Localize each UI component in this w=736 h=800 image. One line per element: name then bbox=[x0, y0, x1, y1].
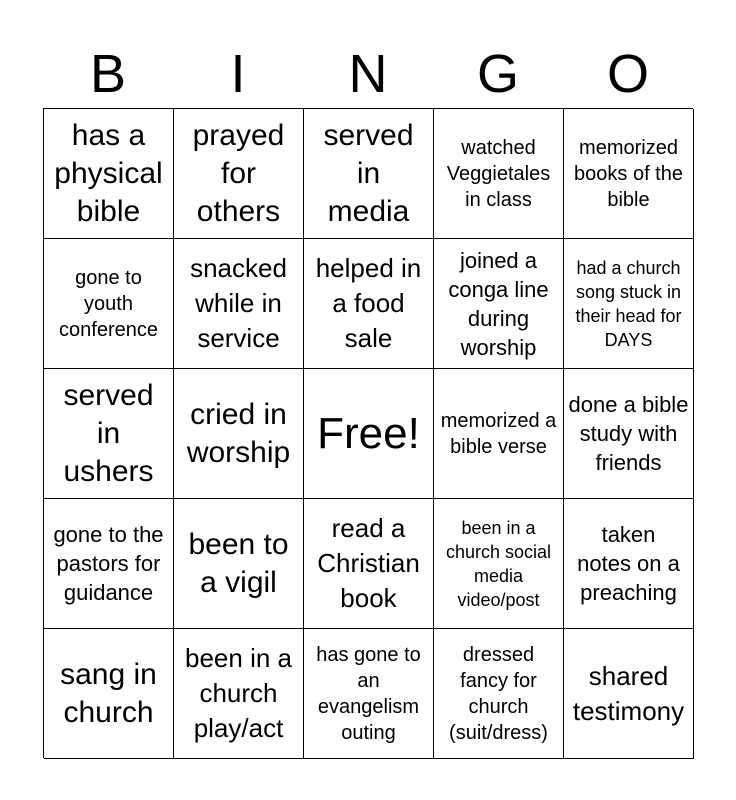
cell-text: gone to youth conference bbox=[59, 266, 158, 341]
cell-text: memorized a bible verse bbox=[440, 409, 557, 458]
free-space[interactable] bbox=[304, 369, 434, 499]
header-letter-i: I bbox=[230, 44, 246, 104]
bingo-cell[interactable] bbox=[434, 369, 564, 499]
header-letter-g: G bbox=[476, 44, 519, 104]
bingo-cell[interactable] bbox=[564, 239, 694, 369]
cell-text: watched Veggietales in class bbox=[446, 136, 551, 211]
bingo-cell[interactable] bbox=[174, 499, 304, 629]
header-letter-n: N bbox=[348, 44, 388, 104]
bingo-cell[interactable] bbox=[304, 239, 434, 369]
bingo-cell[interactable] bbox=[174, 369, 304, 499]
cell-text: had a church song stuck in their head for DAYS bbox=[575, 257, 682, 350]
cell-text: has a physical bible bbox=[54, 118, 163, 228]
cell-text: been in a church social media video/post bbox=[445, 517, 552, 610]
bingo-cell[interactable] bbox=[434, 629, 564, 759]
header-letter-b: B bbox=[89, 44, 127, 104]
cell-text: joined a conga line during worship bbox=[448, 247, 549, 360]
cell-text: done a bible study with friends bbox=[568, 392, 689, 475]
bingo-card bbox=[43, 108, 693, 758]
bingo-cell[interactable] bbox=[174, 239, 304, 369]
bingo-cell[interactable] bbox=[44, 239, 174, 369]
bingo-cell[interactable] bbox=[304, 499, 434, 629]
bingo-cell[interactable] bbox=[44, 629, 174, 759]
bingo-cell[interactable] bbox=[174, 629, 304, 759]
cell-text: prayed for others bbox=[192, 118, 285, 228]
bingo-cell[interactable] bbox=[174, 109, 304, 239]
cell-text: cried in worship bbox=[186, 397, 291, 469]
cell-text: helped in a food sale bbox=[315, 253, 422, 353]
cell-text: shared testimony bbox=[572, 660, 685, 726]
cell-text: served in media bbox=[323, 118, 414, 228]
bingo-cell[interactable] bbox=[434, 239, 564, 369]
free-space-text: Free! bbox=[317, 408, 420, 458]
cell-text: served in ushers bbox=[63, 378, 154, 488]
bingo-cell[interactable] bbox=[304, 629, 434, 759]
bingo-header bbox=[43, 40, 693, 108]
cell-text: gone to the pastors for guidance bbox=[53, 522, 164, 605]
cell-text: taken notes on a preaching bbox=[577, 522, 680, 605]
cell-text: read a Christian book bbox=[317, 513, 420, 613]
bingo-cell[interactable] bbox=[564, 369, 694, 499]
cell-text: dressed fancy for church (suit/dress) bbox=[449, 643, 548, 744]
cell-text: been in a church play/act bbox=[185, 643, 292, 743]
bingo-cell[interactable] bbox=[44, 109, 174, 239]
bingo-cell[interactable] bbox=[44, 499, 174, 629]
cell-text: has gone to an evangelism outing bbox=[316, 643, 421, 744]
bingo-cell[interactable] bbox=[564, 629, 694, 759]
cell-text: been to a vigil bbox=[188, 527, 289, 599]
bingo-cell[interactable] bbox=[434, 499, 564, 629]
header-letter-o: O bbox=[606, 44, 649, 104]
bingo-cell[interactable] bbox=[564, 109, 694, 239]
cell-text: sang in church bbox=[60, 657, 157, 729]
cell-text: snacked while in service bbox=[190, 253, 287, 353]
bingo-cell[interactable] bbox=[564, 499, 694, 629]
bingo-cell[interactable] bbox=[304, 109, 434, 239]
bingo-cell[interactable] bbox=[434, 109, 564, 239]
cell-text: memorized books of the bible bbox=[574, 136, 683, 211]
bingo-cell[interactable] bbox=[44, 369, 174, 499]
